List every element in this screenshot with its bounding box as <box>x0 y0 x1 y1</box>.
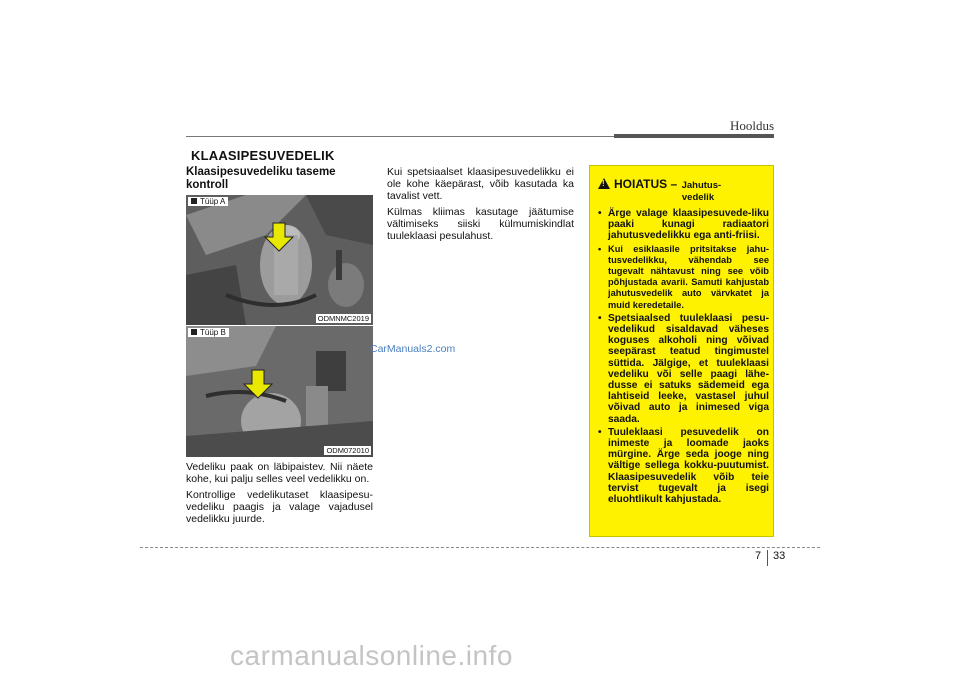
chapter-number: 7 <box>755 550 762 562</box>
footer-rule <box>140 547 820 548</box>
square-icon <box>191 329 197 335</box>
warning-icon <box>598 178 610 189</box>
warning-heading <box>598 175 768 203</box>
site-watermark[interactable]: carmanualsonline.info <box>230 640 513 671</box>
chapter-title: Hooldus <box>729 118 774 133</box>
photo-b-label: Tüüp B <box>188 328 229 337</box>
photo-type-b <box>186 326 373 457</box>
header-rule-accent <box>614 134 774 138</box>
paragraph: Vedeliku paak on läbipaistev. Nii näete kohe, kui palju selles veel vedelikku on. <box>186 461 373 485</box>
warning-subtitle-2: vedelik <box>681 192 715 203</box>
warning-list <box>596 208 769 507</box>
paragraph: Kontrollige vedelikutaset klaasipesu-vedeliku paagis ja valage vajadusel vedelikku juurde. <box>186 489 373 525</box>
photo-b-code: ODM072010 <box>326 446 369 455</box>
page-number-divider <box>767 550 768 566</box>
subheading: Klaasipesuvedeliku taseme kontroll <box>186 166 336 191</box>
middle-body <box>387 166 574 246</box>
page-number: 33 <box>773 550 786 562</box>
header-rule <box>186 136 614 137</box>
photo-a-label: Tüüp A <box>188 197 228 206</box>
warning-title: HOIATUS – <box>614 177 678 191</box>
paragraph: Külmas kliimas kasutage jäätumise vältimiseks siiski külmumiskindlat tuuleklaasi pesulahust. <box>387 206 574 242</box>
warning-item: • Spetsiaalsed tuuleklaasi pesu-vedelikud sisaldavad väheses koguses alkoholi ning võivad seepärast teatud tingimustel süttida. Jälgige, et tuuleklaasi vedeliku või selle paagi lähe-dusse ei satuks sädemeid ega lahtiseid leeke, vastasel juhul võivad auto ja inimesed viga saada. <box>596 313 769 425</box>
warning-box <box>589 165 774 537</box>
warning-item: • Ärge valage klaasipesuvede-liku paaki kunagi radiaatori jahutusvedelikku ega anti-friisi. <box>596 208 769 242</box>
square-icon <box>191 198 197 204</box>
paragraph: Kui spetsiaalset klaasipesuvedelikku ei ole kohe käepärast, võib kasutada ka tavalist vett. <box>387 166 574 202</box>
warning-item: • Tuuleklaasi pesuvedelik on inimeste ja loomade jaoks mürgine. Ärge seda jooge ning vältige sellega kokku-puutumist. Klaasipesuvedelik võib teie tervist tugevalt ja isegi eluohtlikult kahjustada. <box>596 427 769 505</box>
section-title: KLAASIPESUVEDELIK <box>191 148 335 163</box>
photo-type-a <box>186 195 373 325</box>
photo-a-code: ODMNMC2019 <box>317 314 369 323</box>
warning-subtitle: Jahutus- <box>681 180 722 191</box>
left-body <box>186 461 373 529</box>
warning-item: • Kui esiklaasile pritsitakse jahu-tusvedelikku, vähendab see tugevalt nähtavust ning see võib põhjustada avarii. Samuti kahjustab jahutusvedelik auto värvkatet ja muid keredetaile. <box>596 244 769 311</box>
watermark: CarManuals2.com <box>370 343 456 355</box>
